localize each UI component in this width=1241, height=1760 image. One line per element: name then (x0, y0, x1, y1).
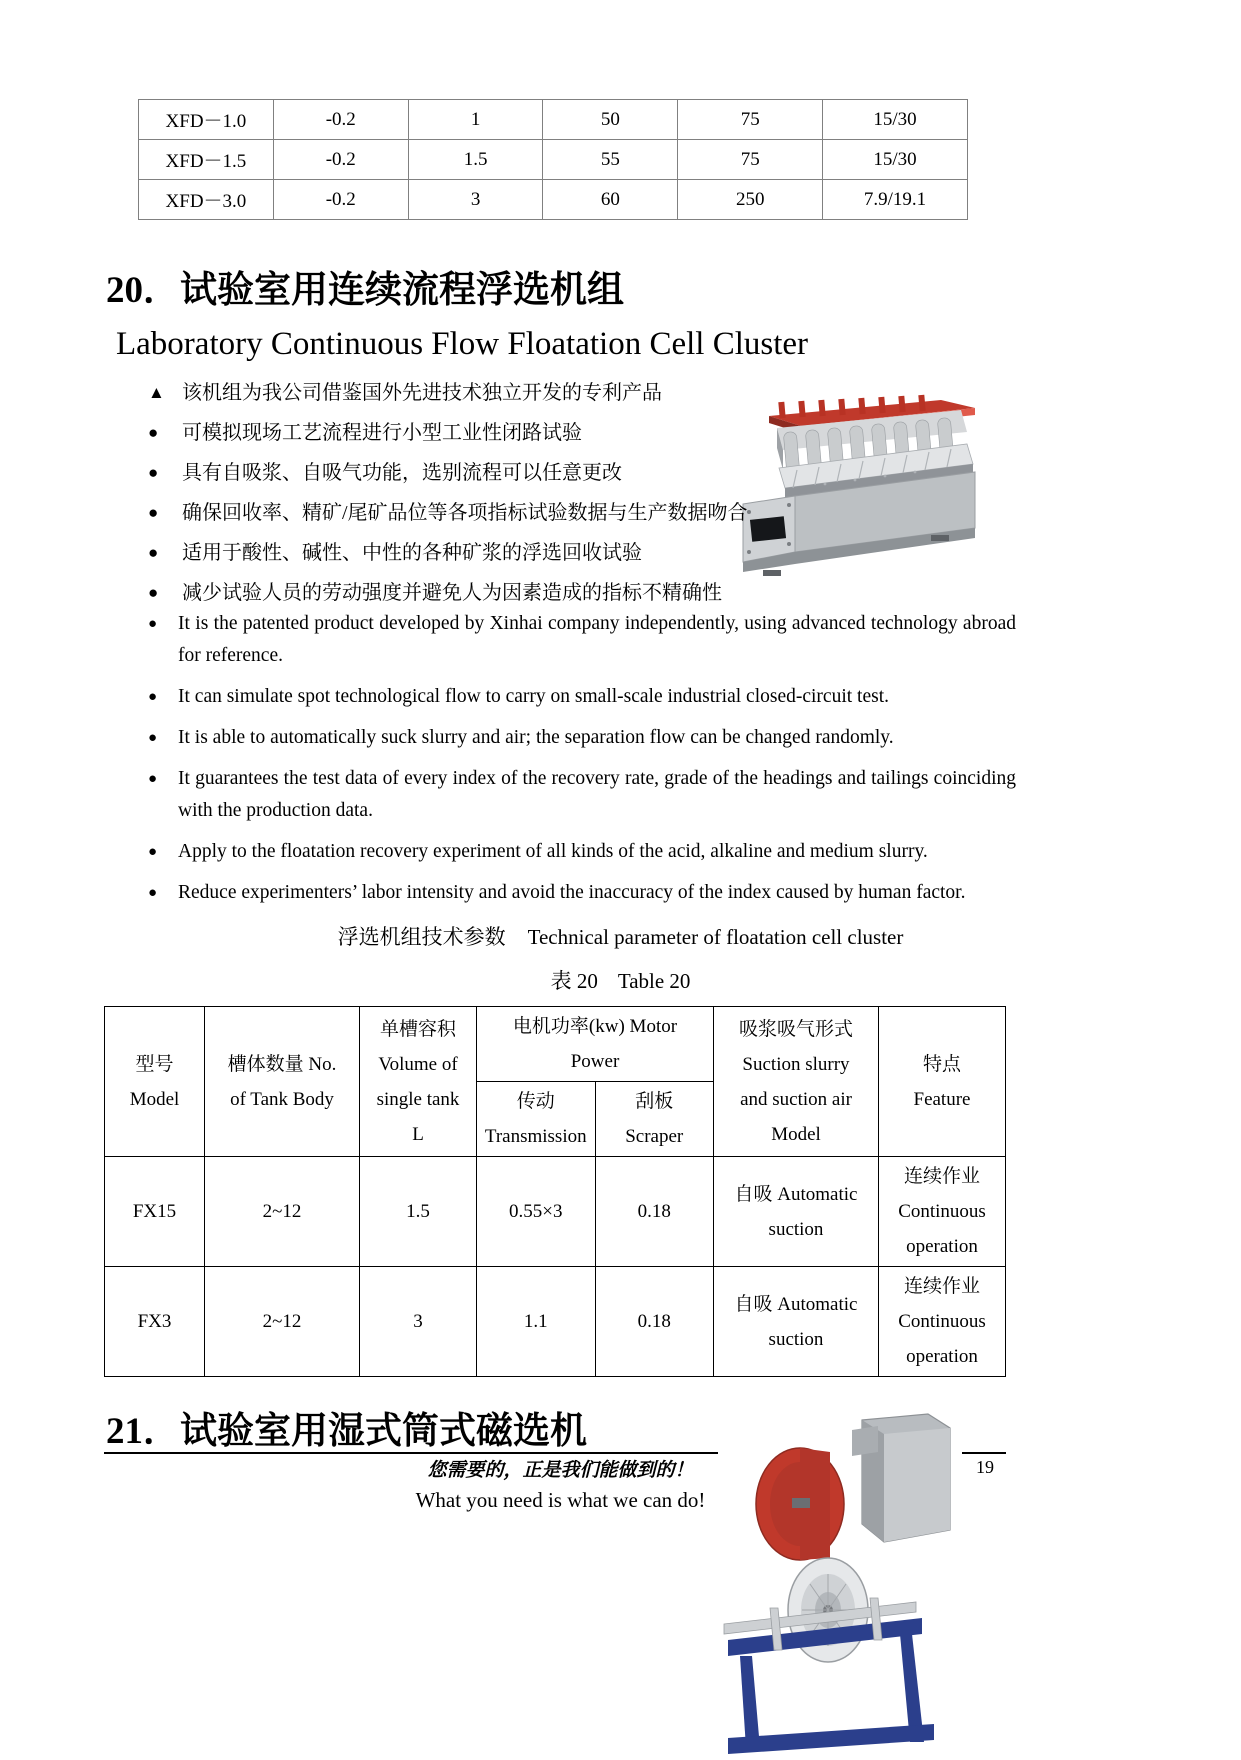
cell-value: 250 (678, 180, 823, 220)
cell-tank-body: 2~12 (205, 1267, 360, 1377)
cell-value: 75 (678, 100, 823, 140)
column-header-volume: 单槽容积 Volume of single tank L (360, 1007, 477, 1157)
cell-transmission: 1.1 (477, 1267, 596, 1377)
cell-transmission: 0.55×3 (477, 1157, 596, 1267)
circle-bullet-icon: ● (148, 616, 158, 632)
cell-value: 55 (543, 140, 678, 180)
header-row-top (105, 1007, 1006, 1082)
table-row (105, 1267, 1006, 1377)
technical-parameter-table-body (105, 1157, 1006, 1377)
feature-list-en (148, 608, 1016, 918)
column-header-feature: 特点 Feature (879, 1007, 1006, 1157)
column-header-suction-model: 吸浆吸气形式 Suction slurry and suction air Model (714, 1007, 879, 1157)
list-item (148, 763, 1016, 827)
footer-divider-right (962, 1452, 1006, 1454)
column-header-scraper: 刮板 Scraper (595, 1082, 714, 1157)
list-item (148, 578, 788, 608)
list-item (148, 418, 788, 448)
circle-bullet-icon: ● (148, 423, 159, 442)
table-caption (0, 921, 1241, 951)
cell-feature: 连续作业 Continuous operation (879, 1157, 1006, 1267)
circle-bullet-icon: ● (148, 689, 158, 705)
table-number-en: Table 20 (617, 969, 691, 993)
circle-bullet-icon: ● (148, 885, 158, 901)
cell-value: 3 (408, 180, 543, 220)
page-number: 19 (976, 1457, 994, 1477)
technical-parameter-table (104, 1006, 1006, 1377)
cell-scraper: 0.18 (595, 1267, 714, 1377)
list-item (148, 498, 788, 528)
list-item-label: Apply to the floatation recovery experiment of all kinds of the acid, alkaline and medium slurry. (178, 841, 928, 862)
list-item-label: 该机组为我公司借鉴国外先进技术独立开发的专利产品 (182, 382, 662, 404)
list-item-label: 确保回收率、精矿/尾矿品位等各项指标试验数据与生产数据吻合 (182, 502, 748, 524)
section-title-cn: 20．试验室用连续流程浮选机组 (106, 270, 624, 311)
cell-value: -0.2 (273, 100, 408, 140)
feature-list-cn (148, 378, 788, 618)
table-row (105, 1157, 1006, 1267)
list-item-label: 可模拟现场工艺流程进行小型工业性闭路试验 (182, 422, 582, 444)
list-item (148, 608, 1016, 672)
footer-slogan-en: What you need is what we can do! (415, 1488, 706, 1512)
cell-volume: 3 (360, 1267, 477, 1377)
list-item-label: 适用于酸性、碱性、中性的各种矿浆的浮选回收试验 (182, 542, 642, 564)
list-item-label: It is able to automatically suck slurry and air; the separation flow can be changed randomly. (178, 727, 894, 748)
triangle-bullet-icon: ▲ (148, 383, 165, 402)
cell-model: XFD－1.5 (139, 140, 274, 180)
next-section-title: 21．试验室用湿式筒式磁选机 (106, 1411, 587, 1452)
footer-divider-left (104, 1452, 718, 1454)
cell-value: 50 (543, 100, 678, 140)
column-header-transmission: 传动 Transmission (477, 1082, 596, 1157)
column-header-tank-body: 槽体数量 No. of Tank Body (205, 1007, 360, 1157)
list-item-label: Reduce experimenters’ labor intensity and avoid the inaccuracy of the index caused by human factor. (178, 882, 966, 903)
cell-value: 7.9/19.1 (823, 180, 968, 220)
footer-slogan-cn: 您需要的，正是我们能做到的！ (427, 1459, 694, 1481)
cell-scraper: 0.18 (595, 1157, 714, 1267)
continued-spec-table (138, 99, 968, 220)
technical-parameter-table-head (105, 1007, 1006, 1157)
circle-bullet-icon: ● (148, 503, 159, 522)
list-item (148, 877, 1016, 909)
cell-model: XFD－3.0 (139, 180, 274, 220)
cell-volume: 1.5 (360, 1157, 477, 1267)
list-item (148, 722, 1016, 754)
list-item (148, 681, 1016, 713)
circle-bullet-icon: ● (148, 844, 158, 860)
cell-value: 15/30 (823, 140, 968, 180)
list-item-label: It is the patented product developed by Xinhai company independently, using advanced technology abroad for reference. (178, 613, 1016, 666)
list-item-label: It can simulate spot technological flow to carry on small-scale industrial closed-circuit test. (178, 686, 889, 707)
table-caption-cn: 浮选机组技术参数 (337, 925, 506, 949)
table-row (139, 140, 968, 180)
cell-value: -0.2 (273, 180, 408, 220)
list-item-label: 具有自吸浆、自吸气功能，选别流程可以任意更改 (182, 462, 622, 484)
list-item-label: It guarantees the test data of every index of the recovery rate, grade of the headings and tailings coinciding with the production data. (178, 768, 1016, 821)
cell-value: 1 (408, 100, 543, 140)
list-item-label: 减少试验人员的劳动强度并避免人为因素造成的指标不精确性 (182, 582, 722, 604)
list-item (148, 836, 1016, 868)
footer-slogan (0, 1455, 1241, 1515)
list-item (148, 538, 788, 568)
table-row (139, 100, 968, 140)
cell-tank-body: 2~12 (205, 1157, 360, 1267)
cell-value: 60 (543, 180, 678, 220)
cell-model: FX15 (105, 1157, 205, 1267)
cell-value: 15/30 (823, 100, 968, 140)
cell-model: FX3 (105, 1267, 205, 1377)
circle-bullet-icon: ● (148, 730, 158, 746)
column-header-model: 型号 Model (105, 1007, 205, 1157)
circle-bullet-icon: ● (148, 463, 159, 482)
list-item (148, 458, 788, 488)
circle-bullet-icon: ● (148, 583, 159, 602)
cell-suction: 自吸 Automatic suction (714, 1267, 879, 1377)
section-title-en: Laboratory Continuous Flow Floatation Cell Cluster (116, 326, 809, 362)
table-number (0, 965, 1241, 995)
cell-value: -0.2 (273, 140, 408, 180)
cell-feature: 连续作业 Continuous operation (879, 1267, 1006, 1377)
cell-value: 75 (678, 140, 823, 180)
cell-suction: 自吸 Automatic suction (714, 1157, 879, 1267)
table-row (139, 180, 968, 220)
table-caption-en: Technical parameter of floatation cell cluster (527, 925, 904, 949)
circle-bullet-icon: ● (148, 543, 159, 562)
table-number-cn: 表 20 (550, 969, 598, 993)
cell-value: 1.5 (408, 140, 543, 180)
column-header-motor-power: 电机功率(kw) Motor Power (477, 1007, 714, 1082)
list-item (148, 378, 788, 408)
continued-spec-table-body (139, 100, 968, 220)
cell-model: XFD－1.0 (139, 100, 274, 140)
circle-bullet-icon: ● (148, 771, 158, 787)
